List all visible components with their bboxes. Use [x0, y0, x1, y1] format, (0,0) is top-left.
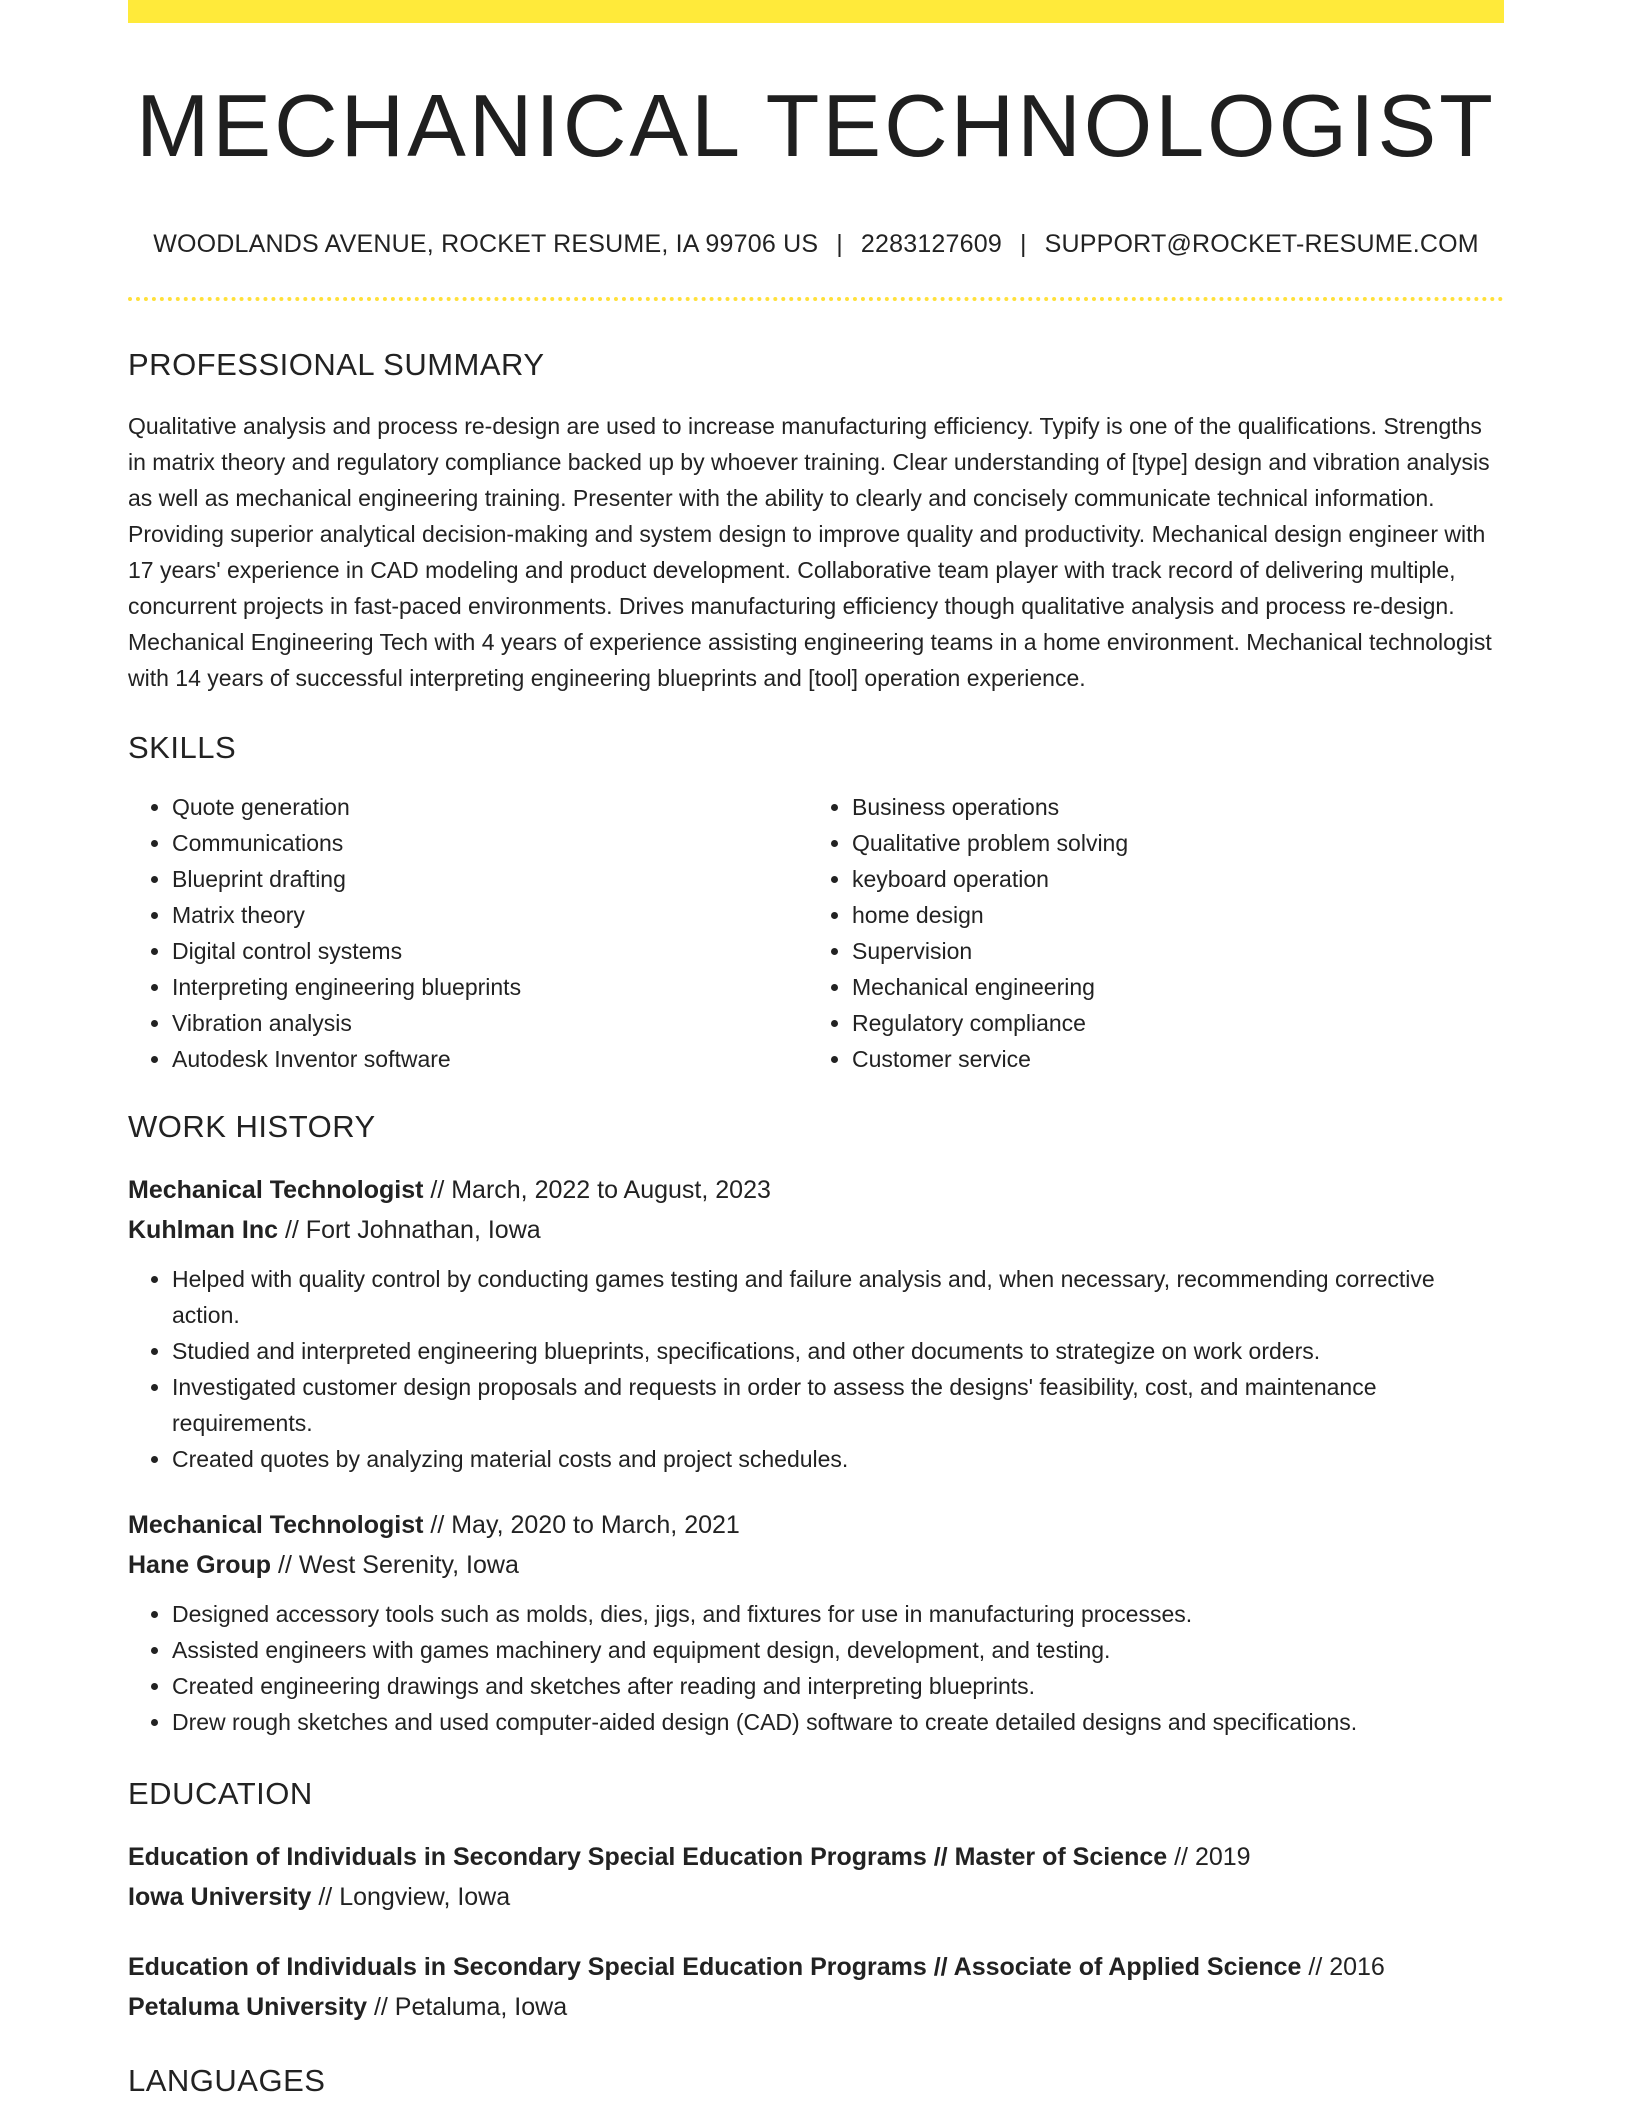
skill-item: • Communications — [172, 825, 806, 861]
contact-separator: | — [836, 230, 843, 258]
skill-item: • Regulatory compliance — [852, 1005, 1486, 1041]
skill-item: • Interpreting engineering blueprints — [172, 969, 806, 1005]
languages-heading: LANGUAGES — [128, 2063, 326, 2098]
job-bullet: • Designed accessory tools such as molds, dies, jigs, and fixtures for use in manufacturing processes. — [172, 1596, 1504, 1632]
job-entry — [128, 1505, 1504, 1740]
education-year: // 2016 — [1301, 1953, 1385, 1981]
job-bullet: • Created engineering drawings and sketches after reading and interpreting blueprints. — [172, 1668, 1504, 1704]
job-bullet: • Helped with quality control by conducting games testing and failure analysis and, when necessary, recommending corrective action. — [172, 1261, 1504, 1333]
skills-column-2 — [806, 789, 1486, 1077]
skill-item: • Business operations — [852, 789, 1486, 825]
job-title-line — [128, 1505, 1504, 1545]
education-location: // Petaluma, Iowa — [367, 1993, 568, 2021]
education-entry — [128, 1837, 1504, 1917]
resume-name: MECHANICAL TECHNOLOGIST — [136, 76, 1496, 175]
skill-item: • Customer service — [852, 1041, 1486, 1077]
education-location: // Longview, Iowa — [311, 1883, 511, 1911]
contact-separator: | — [1019, 230, 1027, 258]
dotted-divider — [128, 297, 1504, 301]
job-company-line — [128, 1545, 1504, 1585]
skill-item: • Mechanical engineering — [852, 969, 1486, 1005]
education-entry — [128, 1947, 1504, 2027]
skill-item: • keyboard operation — [852, 861, 1486, 897]
job-bullet: • Studied and interpreted engineering blueprints, specifications, and other documents to strategize on work orders. — [172, 1333, 1504, 1369]
education-degree-line — [128, 1837, 1504, 1877]
job-location: // Fort Johnathan, Iowa — [278, 1216, 541, 1244]
education-degree: Education of Individuals in Secondary Special Education Programs // Master of Science — [128, 1843, 1168, 1871]
education-degree: Education of Individuals in Secondary Special Education Programs // Associate of Applied Science — [128, 1953, 1302, 1981]
contact-address: WOODLANDS AVENUE, ROCKET RESUME, IA 99706 US — [153, 230, 819, 258]
work-history-heading: WORK HISTORY — [128, 1109, 376, 1144]
contact-email[interactable]: SUPPORT@ROCKET-RESUME.COM — [1044, 230, 1479, 258]
skill-item: • Blueprint drafting — [172, 861, 806, 897]
contact-line — [128, 232, 1504, 257]
education-school: Petaluma University — [128, 1993, 367, 2021]
job-dates: // March, 2022 to August, 2023 — [423, 1176, 771, 1204]
summary-text: Qualitative analysis and process re-design are used to increase manufacturing efficiency. Typify is one of the qualifications. Strengths in matrix theory and regulatory compliance backed up by whoever training. Clear understanding of [type] design and vibration analysis as well as mechanical engineering training. Presenter with the ability to clearly and concisely communicate technical information. Providing superior analytical decision-making and system design to improve quality and productivity. Mechanical design engineer with 17 years' experience in CAD modeling and product development. Collaborative team player with track record of delivering multiple, concurrent projects in fast-paced environments. Drives manufacturing efficiency though qualitative analysis and process re-design. Mechanical Engineering Tech with 4 years of experience assisting engineering teams in a home environment. Mechanical technologist with 14 years of successful interpreting engineering blueprints and [tool] operation experience. — [128, 413, 1492, 691]
job-company-line — [128, 1210, 1504, 1250]
skill-item: • Autodesk Inventor software — [172, 1041, 806, 1077]
job-bullet: • Drew rough sketches and used computer-aided design (CAD) software to create detailed designs and specifications. — [172, 1704, 1504, 1740]
skill-item: • Digital control systems — [172, 933, 806, 969]
skills-list — [128, 789, 1504, 1077]
skill-item: • Vibration analysis — [172, 1005, 806, 1041]
job-bullet: • Assisted engineers with games machinery and equipment design, development, and testing. — [172, 1632, 1504, 1668]
skill-item: • Quote generation — [172, 789, 806, 825]
education-degree-line — [128, 1947, 1504, 1987]
education-school: Iowa University — [128, 1883, 312, 1911]
job-company: Kuhlman Inc — [128, 1216, 279, 1244]
job-bullets — [128, 1596, 1504, 1740]
job-bullet: • Investigated customer design proposals and requests in order to assess the designs' feasibility, cost, and maintenance requirements. — [172, 1369, 1504, 1441]
skill-item: • Supervision — [852, 933, 1486, 969]
skills-column-1 — [128, 789, 806, 1077]
job-location: // West Serenity, Iowa — [271, 1551, 519, 1579]
education-heading: EDUCATION — [128, 1776, 313, 1811]
summary-heading: PROFESSIONAL SUMMARY — [128, 347, 545, 382]
skill-item: • Qualitative problem solving — [852, 825, 1486, 861]
resume-page — [128, 0, 1504, 2096]
job-title-line — [128, 1170, 1504, 1210]
job-role: Mechanical Technologist — [128, 1511, 424, 1539]
job-dates: // May, 2020 to March, 2021 — [423, 1511, 740, 1539]
skill-item: • home design — [852, 897, 1486, 933]
job-bullet: • Created quotes by analyzing material costs and project schedules. — [172, 1441, 1504, 1477]
job-company: Hane Group — [128, 1551, 272, 1579]
job-bullets — [128, 1261, 1504, 1477]
contact-phone: 2283127609 — [860, 230, 1002, 258]
education-school-line — [128, 1987, 1504, 2027]
skill-item: • Matrix theory — [172, 897, 806, 933]
job-role: Mechanical Technologist — [128, 1176, 424, 1204]
accent-bar — [128, 0, 1504, 23]
skills-heading: SKILLS — [128, 730, 237, 765]
job-entry — [128, 1170, 1504, 1477]
education-year: // 2019 — [1167, 1843, 1251, 1871]
education-school-line — [128, 1877, 1504, 1917]
